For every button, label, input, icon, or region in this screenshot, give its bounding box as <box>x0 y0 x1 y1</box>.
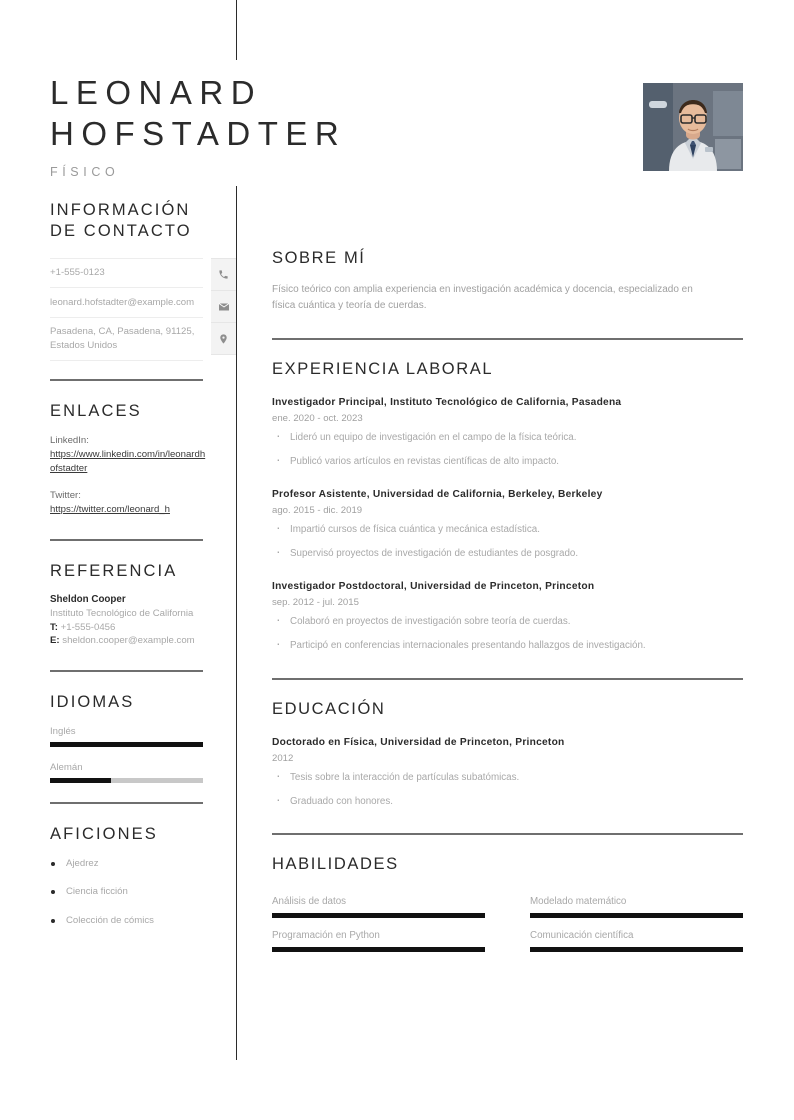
skill-name-1: Modelado matemático <box>530 896 627 907</box>
profile-photo <box>643 83 743 171</box>
experience-date: ago. 2015 - dic. 2019 <box>272 505 363 516</box>
skill-bar-track-3 <box>530 947 743 952</box>
name-block <box>50 72 346 179</box>
contact-row-email <box>50 288 203 318</box>
experience-entry <box>272 487 743 561</box>
twitter-label: Twitter: <box>50 490 81 501</box>
education-entry <box>272 735 743 809</box>
contact-section <box>0 200 236 361</box>
resume-header <box>0 0 794 200</box>
experience-bullet: · Impartió cursos de física cuántica y mecánica estadística. <box>272 523 743 537</box>
hobbies-heading: AFICIONES <box>50 824 158 843</box>
skill-name-2: Programación en Python <box>272 930 380 941</box>
contact-rows-wrapper <box>0 258 236 361</box>
hobby-item: Colección de cómics <box>50 914 236 928</box>
experience-date: sep. 2012 - jul. 2015 <box>272 597 359 608</box>
twitter-url[interactable]: https://twitter.com/leonard_h <box>50 504 170 515</box>
phone-value: +1-555-0123 <box>50 267 105 278</box>
contact-heading-line1: INFORMACIÓN <box>50 201 191 219</box>
education-bullet: · Tesis sobre la interacción de partículas subatómicas. <box>272 771 743 785</box>
reference-phone-value: +1-555-0456 <box>60 621 116 633</box>
experience-date: ene. 2020 - oct. 2023 <box>272 413 363 424</box>
skill-bar-fill-3 <box>530 947 743 952</box>
reference-phone-row <box>50 621 206 635</box>
experience-bullets <box>272 431 743 469</box>
job-title: FÍSICO <box>50 165 120 179</box>
education-heading: EDUCACIÓN <box>272 700 386 718</box>
language-item-1 <box>50 761 203 783</box>
links-heading: ENLACES <box>50 402 142 420</box>
languages-section <box>0 692 236 783</box>
envelope-icon <box>211 291 236 323</box>
skill-bar-track-1 <box>530 913 743 918</box>
language-item-0 <box>50 725 203 747</box>
reference-email-label: E: <box>50 635 60 646</box>
address-value: Pasadena, CA, Pasadena, 91125, Estados Unidos <box>50 326 195 351</box>
education-date: 2012 <box>272 753 294 764</box>
skill-bar-fill-0 <box>272 913 485 918</box>
experience-bullets <box>272 615 743 653</box>
skills-grid <box>272 895 743 963</box>
contact-row-address <box>50 318 203 361</box>
skill-bar-track-2 <box>272 947 485 952</box>
location-pin-icon <box>211 323 236 355</box>
experience-title: Investigador Principal, Instituto Tecnológico de California, Pasadena <box>272 397 622 408</box>
skill-name-3: Comunicación científica <box>530 930 634 941</box>
reference-phone-label: T: <box>50 621 58 633</box>
experience-bullet: · Publicó varios artículos en revistas científicas de alto impacto. <box>272 455 743 469</box>
skill-item-3 <box>530 929 743 952</box>
linkedin-url[interactable]: https://www.linkedin.com/in/leonardhofstadter <box>50 449 206 474</box>
reference-section <box>0 561 236 648</box>
language-name-1: Alemán <box>50 761 83 773</box>
skill-name-0: Análisis de datos <box>272 896 347 907</box>
sidebar <box>0 200 236 942</box>
experience-entry <box>272 395 743 469</box>
language-name-0: Inglés <box>50 725 76 737</box>
about-heading: SOBRE MÍ <box>272 249 366 267</box>
skills-section <box>272 854 743 963</box>
link-item-linkedin <box>50 434 206 476</box>
contact-row-phone <box>50 258 203 288</box>
reference-heading: REFERENCIA <box>50 562 178 580</box>
first-name: LEONARD <box>50 74 263 111</box>
skill-item-0 <box>272 895 485 918</box>
experience-section <box>272 359 743 653</box>
email-value: leonard.hofstadter@example.com <box>50 296 195 308</box>
phone-icon <box>211 258 236 291</box>
contact-icon-strip <box>211 258 236 355</box>
reference-organization: Instituto Tecnológico de California <box>50 608 194 619</box>
linkedin-label: LinkedIn: <box>50 435 89 446</box>
about-text: Físico teórico con amplia experiencia en investigación académica y docencia, especializado en física cuántica y teoría de cuerdas. <box>272 284 693 311</box>
experience-bullet: · Supervisó proyectos de investigación de estudiantes de posgrado. <box>272 547 743 561</box>
experience-title: Profesor Asistente, Universidad de California, Berkeley, Berkeley <box>272 489 603 500</box>
reference-email-value: sheldon.cooper@example.com <box>62 635 195 646</box>
skill-bar-fill-2 <box>272 947 485 952</box>
experience-bullet: · Colaboró en proyectos de investigación sobre teoría de cuerdas. <box>272 615 743 629</box>
link-item-twitter <box>50 489 206 517</box>
hobby-item: Ciencia ficción <box>50 885 236 899</box>
skill-item-2 <box>272 929 485 952</box>
contact-rows <box>50 258 203 361</box>
reference-name: Sheldon Cooper <box>50 594 126 605</box>
education-bullets <box>272 771 743 809</box>
hobbies-list <box>50 857 236 928</box>
experience-bullets <box>272 523 743 561</box>
skill-bar-track-0 <box>272 913 485 918</box>
education-bullet: · Graduado con honores. <box>272 795 743 809</box>
skill-item-1 <box>530 895 743 918</box>
experience-bullet: · Participó en conferencias internacionales presentando hallazgos de investigación. <box>272 639 743 653</box>
skill-bar-fill-1 <box>530 913 743 918</box>
languages-heading: IDIOMAS <box>50 692 135 711</box>
skills-heading: HABILIDADES <box>272 855 399 873</box>
last-name: HOFSTADTER <box>50 115 347 152</box>
reference-email-row <box>50 634 206 648</box>
hobbies-section <box>0 824 236 928</box>
links-section <box>0 401 236 517</box>
main-column <box>272 248 743 963</box>
experience-heading: EXPERIENCIA LABORAL <box>272 360 494 378</box>
education-title: Doctorado en Física, Universidad de Princeton, Princeton <box>272 737 565 748</box>
experience-entry <box>272 579 743 653</box>
hobby-item: Ajedrez <box>50 857 236 871</box>
portrait-illustration <box>643 83 743 171</box>
contact-heading-line2: DE CONTACTO <box>50 222 192 240</box>
experience-bullet: · Lideró un equipo de investigación en el campo de la física teórica. <box>272 431 743 445</box>
vertical-divider-main <box>236 186 237 1060</box>
experience-title: Investigador Postdoctoral, Universidad de Princeton, Princeton <box>272 581 595 592</box>
about-section <box>272 248 743 313</box>
education-section <box>272 699 743 809</box>
